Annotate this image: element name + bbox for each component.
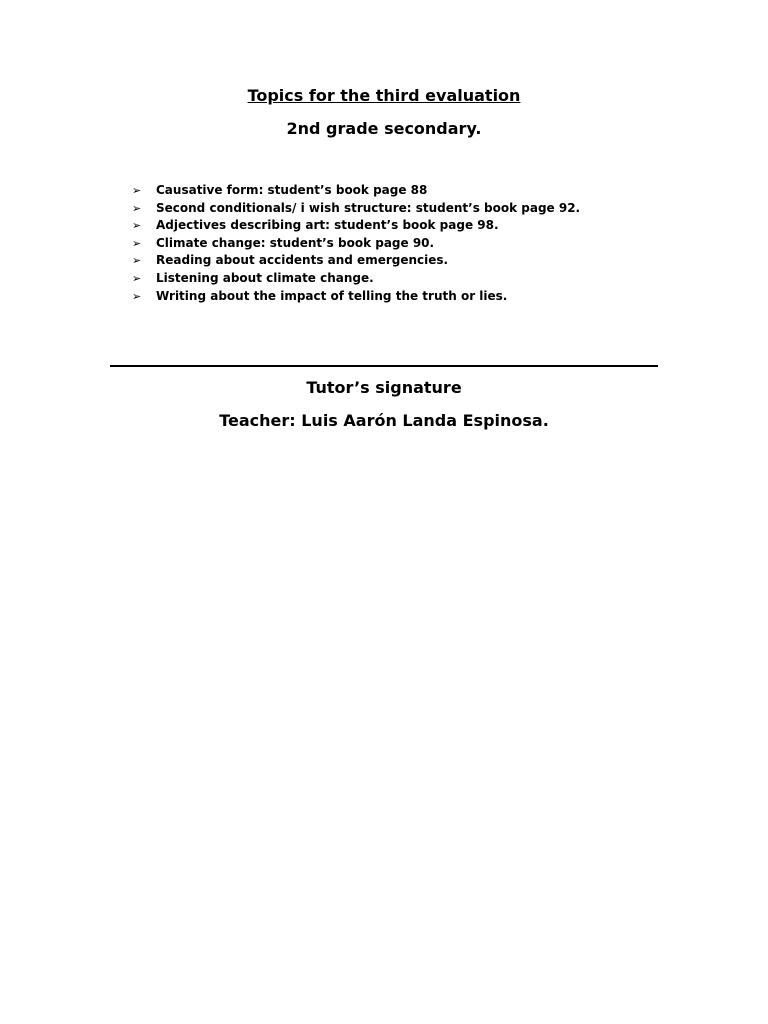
arrow-bullet-icon: ➢ [132, 254, 142, 268]
topic-item [132, 270, 580, 288]
arrow-bullet-icon: ➢ [132, 201, 142, 215]
topic-text: Listening about climate change. [156, 270, 374, 285]
document-title: Topics for the third evaluation [247, 86, 521, 105]
topic-text: Reading about accidents and emergencies. [156, 253, 449, 268]
topic-text: Causative form: student’s book page 88 [156, 183, 428, 197]
document-subtitle: 2nd grade secondary. [286, 119, 482, 138]
arrow-bullet-icon: ➢ [132, 236, 142, 250]
topic-item [132, 288, 580, 306]
arrow-bullet-icon: ➢ [132, 184, 142, 197]
topic-item [132, 217, 580, 235]
topic-item [132, 200, 580, 218]
teacher-name: Teacher: Luis Aarón Landa Espinosa. [219, 411, 549, 430]
topic-text: Writing about the impact of telling the truth or lies. [156, 288, 508, 303]
topic-item [132, 235, 580, 253]
topics-list [132, 182, 580, 305]
signature-label: Tutor’s signature [306, 378, 462, 397]
topic-text: Adjectives describing art: student’s book page 98. [156, 218, 499, 233]
arrow-bullet-icon: ➢ [132, 271, 142, 285]
arrow-bullet-icon: ➢ [132, 219, 142, 233]
topic-item [132, 182, 580, 200]
arrow-bullet-icon: ➢ [132, 289, 142, 303]
topic-text: Second conditionals/ i wish structure: student’s book page 92. [156, 200, 581, 215]
topic-text: Climate change: student’s book page 90. [156, 235, 435, 250]
topic-item [132, 252, 580, 270]
signature-line [110, 365, 658, 367]
